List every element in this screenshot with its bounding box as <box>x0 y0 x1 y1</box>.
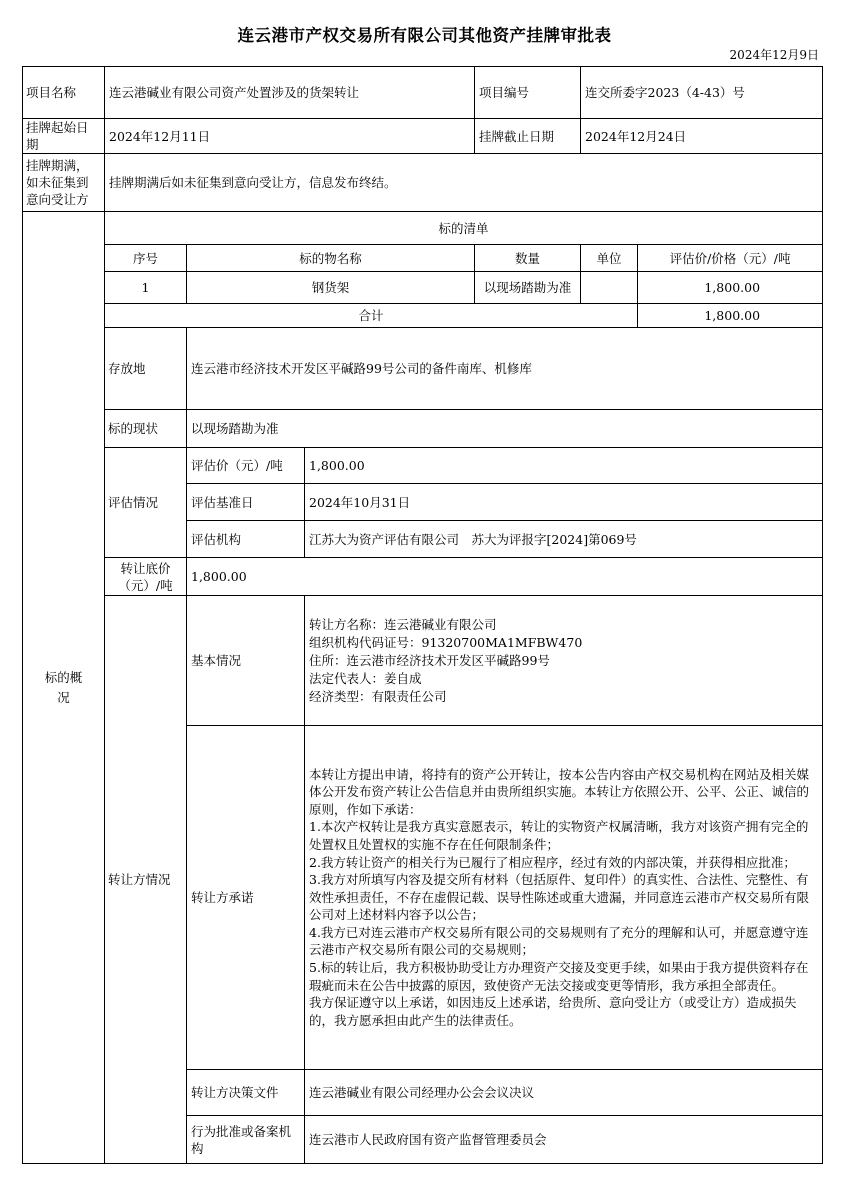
project-name-value: 连云港碱业有限公司资产处置涉及的货架转让 <box>105 67 475 119</box>
project-row <box>23 67 823 119</box>
commit-item-4: 4.我方已对连云港市产权交易所有限公司的交易规则有了充分的理解和认可，并愿意遵守连云港市产权交易所有限公司的交易规则； <box>309 924 809 958</box>
approval-form-table <box>22 66 823 1164</box>
basic-line-address: 住所：连云港市经济技术开发区平碱路99号 <box>309 652 550 668</box>
status-label: 标的现状 <box>105 410 187 448</box>
list-header-no: 序号 <box>105 245 187 272</box>
list-item-qty: 以现场踏勘为准 <box>475 272 581 304</box>
evaluation-date-label: 评估基准日 <box>187 484 305 521</box>
basic-line-type: 经济类型：有限责任公司 <box>309 688 447 704</box>
list-total-label: 合计 <box>105 304 638 328</box>
project-name-label: 项目名称 <box>23 67 105 119</box>
list-header-qty: 数量 <box>475 245 581 272</box>
list-total-value: 1,800.00 <box>638 304 823 328</box>
list-item-name: 钢货架 <box>187 272 475 304</box>
document-title: 连云港市产权交易所有限公司其他资产挂牌审批表 <box>237 26 612 45</box>
reserve-row <box>23 558 823 596</box>
list-title-row <box>23 212 823 245</box>
evaluation-price-label: 评估价（元）/吨 <box>187 448 305 484</box>
overview-label <box>23 212 105 1164</box>
list-title: 标的清单 <box>105 212 823 245</box>
commit-closing: 我方保证遵守以上承诺，如因违反上述承诺，给贵所、意向受让方（或受让方）造成损失的，我方愿承担由此产生的法律责任。 <box>309 995 797 1028</box>
transferor-basic-row <box>23 596 823 726</box>
evaluation-date-value: 2024年10月31日 <box>305 484 823 521</box>
transferor-commit-value <box>305 726 823 1070</box>
list-header-row <box>23 245 823 272</box>
listing-end-label: 挂牌截止日期 <box>475 119 581 154</box>
project-code-value: 连交所委字2023（4-43）号 <box>581 67 823 119</box>
status-row <box>23 410 823 448</box>
list-item-unit <box>581 272 638 304</box>
transferor-approval-label: 行为批准或备案机构 <box>187 1116 305 1164</box>
listing-end-value: 2024年12月24日 <box>581 119 823 154</box>
transferor-basic-value <box>305 596 823 726</box>
location-row <box>23 328 823 410</box>
transferor-decision-value: 连云港碱业有限公司经理办公会会议决议 <box>305 1070 823 1116</box>
basic-line-representative: 法定代表人：姜自成 <box>309 670 422 686</box>
location-value: 连云港市经济技术开发区平碱路99号公司的备件南库、机修库 <box>187 328 823 410</box>
commit-item-1: 1.本次产权转让是我方真实意愿表示，转让的实物资产权属清晰，我方对该资产拥有完全的处置权且处置权的实施不存在任何限制条件； <box>309 819 809 852</box>
overview-label-text: 标的概况 <box>44 669 83 705</box>
reserve-value: 1,800.00 <box>187 558 823 596</box>
listing-start-label: 挂牌起始日期 <box>23 119 105 154</box>
basic-line-code: 组织机构代码证号：91320700MA1MFBW470 <box>309 634 583 650</box>
list-item-row <box>23 272 823 304</box>
listing-start-value: 2024年12月11日 <box>105 119 475 154</box>
evaluation-agency-value: 江苏大为资产评估有限公司 苏大为评报字[2024]第069号 <box>305 521 823 558</box>
status-value: 以现场踏勘为准 <box>187 410 823 448</box>
transferor-decision-label: 转让方决策文件 <box>187 1070 305 1116</box>
document-date: 2024年12月9日 <box>729 48 819 62</box>
commit-item-3: 3.我方对所填写内容及提交所有材料（包括原件、复印件）的真实性、合法性、完整性、有效性承担责任，不存在虚假记载、误导性陈述或重大遗漏，并同意连云港市产权交易所有限公司对上述材料内容予以公告； <box>309 872 810 923</box>
evaluation-agency-label: 评估机构 <box>187 521 305 558</box>
expiry-row <box>23 154 823 212</box>
project-code-label: 项目编号 <box>475 67 581 119</box>
transferor-approval-value: 连云港市人民政府国有资产监督管理委员会 <box>305 1116 823 1164</box>
commit-item-2: 2.我方转让资产的相关行为已履行了相应程序，经过有效的内部决策，并获得相应批准； <box>309 854 796 870</box>
expiry-label: 挂牌期满，如未征集到意向受让方 <box>23 154 105 212</box>
commit-intro: 本转让方提出申请，将持有的资产公开转让，按本公告内容由产权交易机构在网站及相关媒体公开发布资产转让公告信息并由贵所组织实施。本转让方依照公开、公平、公正、诚信的原则，作如下承诺： <box>309 766 810 817</box>
evaluation-price-row <box>23 448 823 484</box>
list-item-price: 1,800.00 <box>638 272 823 304</box>
basic-line-name: 转让方名称：连云港碱业有限公司 <box>309 616 497 632</box>
list-header-unit: 单位 <box>581 245 638 272</box>
transferor-commit-label: 转让方承诺 <box>187 726 305 1070</box>
list-header-name: 标的物名称 <box>187 245 475 272</box>
list-header-price: 评估价/价格（元）/吨 <box>638 245 823 272</box>
list-total-row <box>23 304 823 328</box>
commit-item-5: 5.标的转让后，我方积极协助受让方办理资产交接及变更手续，如果由于我方提供资料存在瑕疵而未在公告中披露的原因，致使资产无法交接或变更等情形，我方承担全部责任。 <box>309 960 809 993</box>
listing-dates-row <box>23 119 823 154</box>
transferor-label: 转让方情况 <box>105 596 187 1164</box>
reserve-label: 转让底价（元）/吨 <box>105 558 187 596</box>
transferor-basic-label: 基本情况 <box>187 596 305 726</box>
evaluation-label: 评估情况 <box>105 448 187 558</box>
evaluation-price-value: 1,800.00 <box>305 448 823 484</box>
expiry-value: 挂牌期满后如未征集到意向受让方，信息发布终结。 <box>105 154 823 212</box>
list-item-no: 1 <box>105 272 187 304</box>
location-label: 存放地 <box>105 328 187 410</box>
